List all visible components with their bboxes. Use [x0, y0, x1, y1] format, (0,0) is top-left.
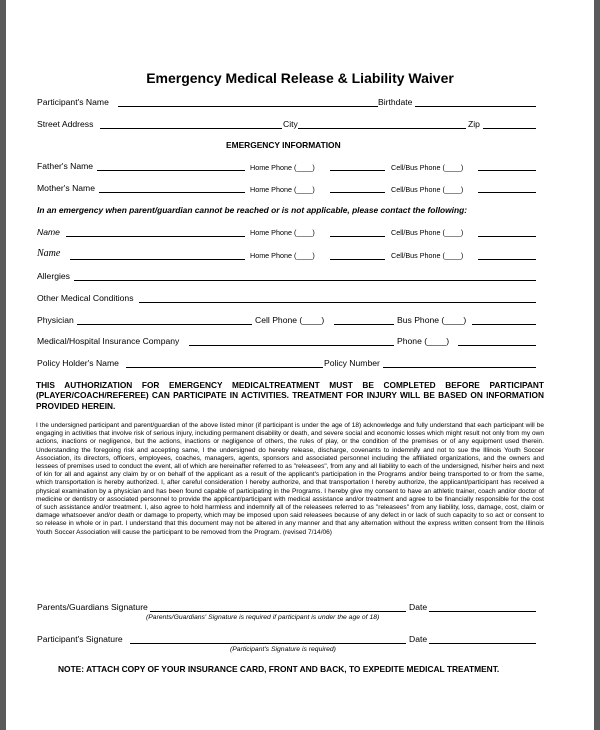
contact2-home-phone-label: Home Phone (____): [250, 251, 315, 260]
mothers-name-label: Mother's Name: [37, 183, 95, 193]
fathers-name-label: Father's Name: [37, 161, 94, 171]
participants-name-field[interactable]: [118, 106, 378, 107]
parents-signature-label: Parents/Guardians Signature: [37, 602, 148, 612]
physician-cell-phone-field[interactable]: [334, 324, 394, 325]
participant-signature-note: (Participant's Signature is required): [230, 646, 336, 653]
policy-holder-label: Policy Holder's Name: [37, 358, 119, 368]
insurance-company-label: Medical/Hospital Insurance Company: [37, 336, 180, 346]
policy-number-label: Policy Number: [324, 358, 380, 368]
city-field[interactable]: [298, 128, 466, 129]
mothers-name-field[interactable]: [99, 192, 245, 193]
document-page: [6, 0, 594, 730]
insurance-phone-label: Phone (____): [397, 336, 450, 346]
mother-home-phone-field[interactable]: [330, 192, 385, 193]
father-cell-phone-field[interactable]: [478, 170, 536, 171]
street-address-field[interactable]: [100, 128, 282, 129]
contact2-name-label: Name: [37, 248, 61, 259]
physician-field[interactable]: [77, 324, 252, 325]
father-home-phone-field[interactable]: [330, 170, 385, 171]
contact1-home-phone-label: Home Phone (____): [250, 228, 315, 237]
allergies-field[interactable]: [74, 280, 536, 281]
allergies-label: Allergies: [37, 271, 70, 281]
form-title: Emergency Medical Release & Liability Waiver: [146, 70, 454, 86]
father-home-phone-label: Home Phone (____): [250, 163, 315, 172]
zip-label: Zip: [468, 119, 480, 129]
waiver-paragraph: I the undersigned participant and parent/guardian of the above listed minor (if participant is under the age of 18) acknowledge and fully understand that each participant will be engaging in activities that involve risk of serious injury, including permanent disability or death, and severe social and economic losses which might result not only from my own actions, inactions or negligence, but the actions, inactions or negligence of others, the rules of play, or the condition of the premises or of any equipment used therein. Understanding the foregoing risk and accepting same, I the undersigned do hereby release, discharge, covenants to indemnify and not to sue the Illinois Youth Soccer Association, its directors, officers, employees, coaches, managers, agents, sponsors and associated personnel including the affiliated organizations, and the owners and lessees of premises used to conduct the event, all of which are hereinafter referred to as "releasees", from any and all liability to each of the undersigned, his/her heirs and next of kin for all and against any claim by or on behalf of the applicant as a result of the applicant's participation in the Programs and/or being transported to or from the same, which transportation is hereby authorized. I, after careful consideration I hereby authorize, and that transportation I hereby authorize, the applicant/participant has received a physical examination by a physician and has been found capable of participating in the Programs. I hereby give my consent to have an athletic trainer, coach and/or doctor of medicine or dentistry or associated personnel to provide the applicant/participant with medical assistance and/or treatment and agree to be financially responsible for the cost of such assistance and/or treatment. I, also agree to hold harmless and indemnify all of the releasees referred to as "releasees" from any liability, loss, damage, cost, claim or damage whatsoever and/or death or damage to property, which may be imposed upon said releasees because of any defect in or lack of such capacity to so act or consent to so release in whole or in part. I understand that this document may not be altered in any manner and that any alternation without the express written consent from the Illinois Youth Soccer Association will cause the participant to be removed from the Program. (revised 7/14/06): [36, 422, 544, 536]
parents-signature-note: (Parents/Guardians' Signature is required if participant is under the age of 18): [146, 614, 380, 621]
participant-date-label: Date: [409, 634, 428, 644]
contact1-home-phone-field[interactable]: [330, 236, 385, 237]
authorization-notice: THIS AUTHORIZATION FOR EMERGENCY MEDICALTREATMENT MUST BE COMPLETED BEFORE PARTICIPANT (PLAYER/COACH/REFEREE) CAN PARTICIPATE IN ACTIVITIES. TREATMENT FOR INJURY WILL BE BASED ON INFORMATION PROVIDED HEREIN.: [36, 380, 544, 411]
city-label: City: [283, 119, 298, 129]
physician-cell-phone-label: Cell Phone (____): [255, 315, 325, 325]
mother-cell-phone-field[interactable]: [478, 192, 536, 193]
contact2-name-field[interactable]: [70, 259, 245, 260]
policy-number-field[interactable]: [383, 367, 536, 368]
physician-bus-phone-field[interactable]: [472, 324, 536, 325]
emergency-contact-instruction: In an emergency when parent/guardian cannot be reached or is not applicable, please contact the following:: [37, 205, 468, 215]
contact1-name-label: Name: [37, 227, 60, 237]
participant-date-field[interactable]: [429, 643, 536, 644]
insurance-company-field[interactable]: [189, 345, 394, 346]
parents-date-label: Date: [409, 602, 428, 612]
parents-date-field[interactable]: [429, 611, 536, 612]
contact1-cell-phone-field[interactable]: [478, 236, 536, 237]
fathers-name-field[interactable]: [97, 170, 245, 171]
mother-home-phone-label: Home Phone (____): [250, 185, 315, 194]
other-medical-label: Other Medical Conditions: [37, 293, 134, 303]
birthdate-field[interactable]: [415, 106, 536, 107]
participant-signature-field[interactable]: [130, 643, 406, 644]
zip-field[interactable]: [483, 128, 536, 129]
birthdate-label: Birthdate: [378, 97, 413, 107]
street-address-label: Street Address: [37, 119, 94, 129]
contact2-cell-phone-field[interactable]: [478, 259, 536, 260]
father-cell-phone-label: Cell/Bus Phone (____): [391, 163, 464, 172]
contact2-cell-phone-label: Cell/Bus Phone (____): [391, 251, 464, 260]
parents-signature-field[interactable]: [150, 611, 406, 612]
emergency-info-header: EMERGENCY INFORMATION: [226, 140, 341, 150]
contact1-name-field[interactable]: [66, 236, 245, 237]
contact1-cell-phone-label: Cell/Bus Phone (____): [391, 228, 464, 237]
contact2-home-phone-field[interactable]: [330, 259, 385, 260]
participants-name-label: Participant's Name: [37, 97, 109, 107]
policy-holder-field[interactable]: [126, 367, 323, 368]
mother-cell-phone-label: Cell/Bus Phone (____): [391, 185, 464, 194]
physician-bus-phone-label: Bus Phone (____): [397, 315, 467, 325]
insurance-card-note: NOTE: ATTACH COPY OF YOUR INSURANCE CARD, FRONT AND BACK, TO EXPEDITE MEDICAL TREATMENT.: [58, 664, 500, 674]
other-medical-field[interactable]: [139, 302, 536, 303]
insurance-phone-field[interactable]: [458, 345, 536, 346]
physician-label: Physician: [37, 315, 74, 325]
participant-signature-label: Participant's Signature: [37, 634, 123, 644]
